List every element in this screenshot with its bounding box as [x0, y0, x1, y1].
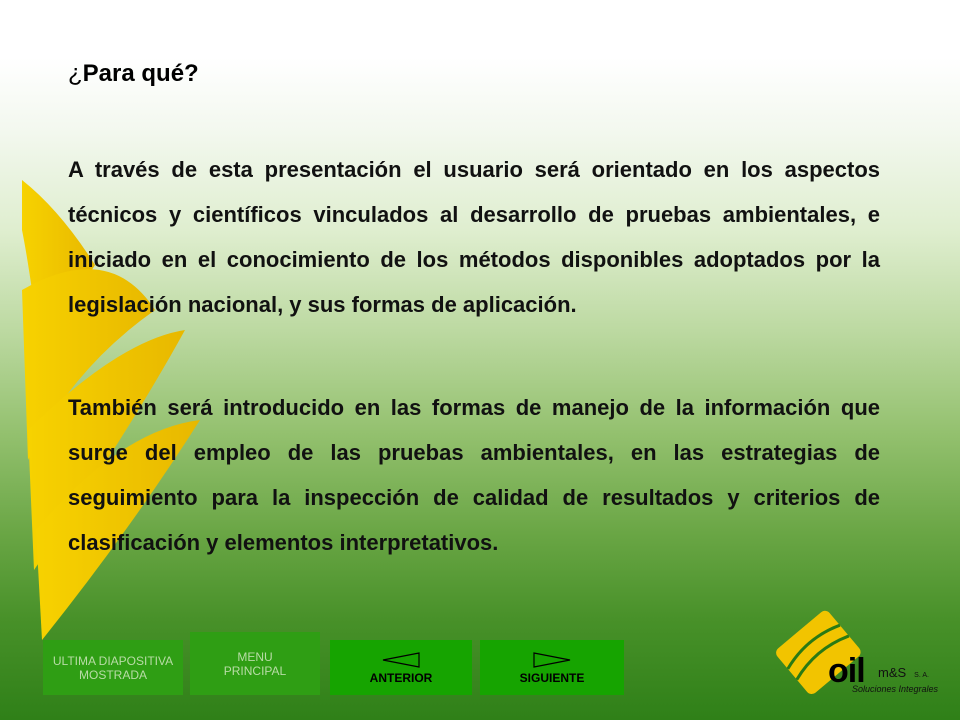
logo-ms: [878, 665, 929, 680]
body-paragraph-1: A través de esta presentación el usuario será orientado en los aspectos técnicos y científicos vinculados al desarrollo de pruebas ambientales, e iniciado en el conocimiento de los métodos disponibles adoptados por la legislación nacional, y sus formas de aplicación.: [68, 157, 880, 317]
left-arrow-icon: [381, 651, 421, 669]
logo-ms-text: m&S: [878, 665, 907, 680]
previous-button[interactable]: [330, 640, 472, 695]
last-slide-label-line2: MOSTRADA: [78, 667, 147, 682]
title-inverted-question-mark: ¿: [68, 60, 83, 87]
logo-brand: oil: [828, 652, 865, 690]
body-paragraph-2: También será introducido en las formas de manejo de la información que surge del empleo de las pruebas ambientales, en las estrategias de seguimiento para la inspección de calidad de resultados y criterios de clasificación y elementos interpretativos.: [68, 395, 880, 555]
previous-label: ANTERIOR: [369, 670, 433, 685]
next-label: SIGUIENTE: [519, 670, 585, 685]
last-slide-shown-button[interactable]: [43, 640, 183, 695]
logo-tagline: Soluciones Integrales: [852, 684, 939, 694]
menu-label-line1: MENU: [237, 649, 273, 664]
slide-title: [68, 60, 199, 88]
title-text: Para qué?: [82, 60, 199, 87]
logo-sa: S. A.: [914, 672, 929, 679]
main-menu-button[interactable]: [190, 632, 320, 695]
next-button[interactable]: [480, 640, 624, 695]
menu-label-line2: PRINCIPAL: [223, 663, 287, 678]
right-arrow-icon: [532, 651, 572, 669]
last-slide-label-line1: ULTIMA DIAPOSITIVA: [52, 653, 174, 668]
